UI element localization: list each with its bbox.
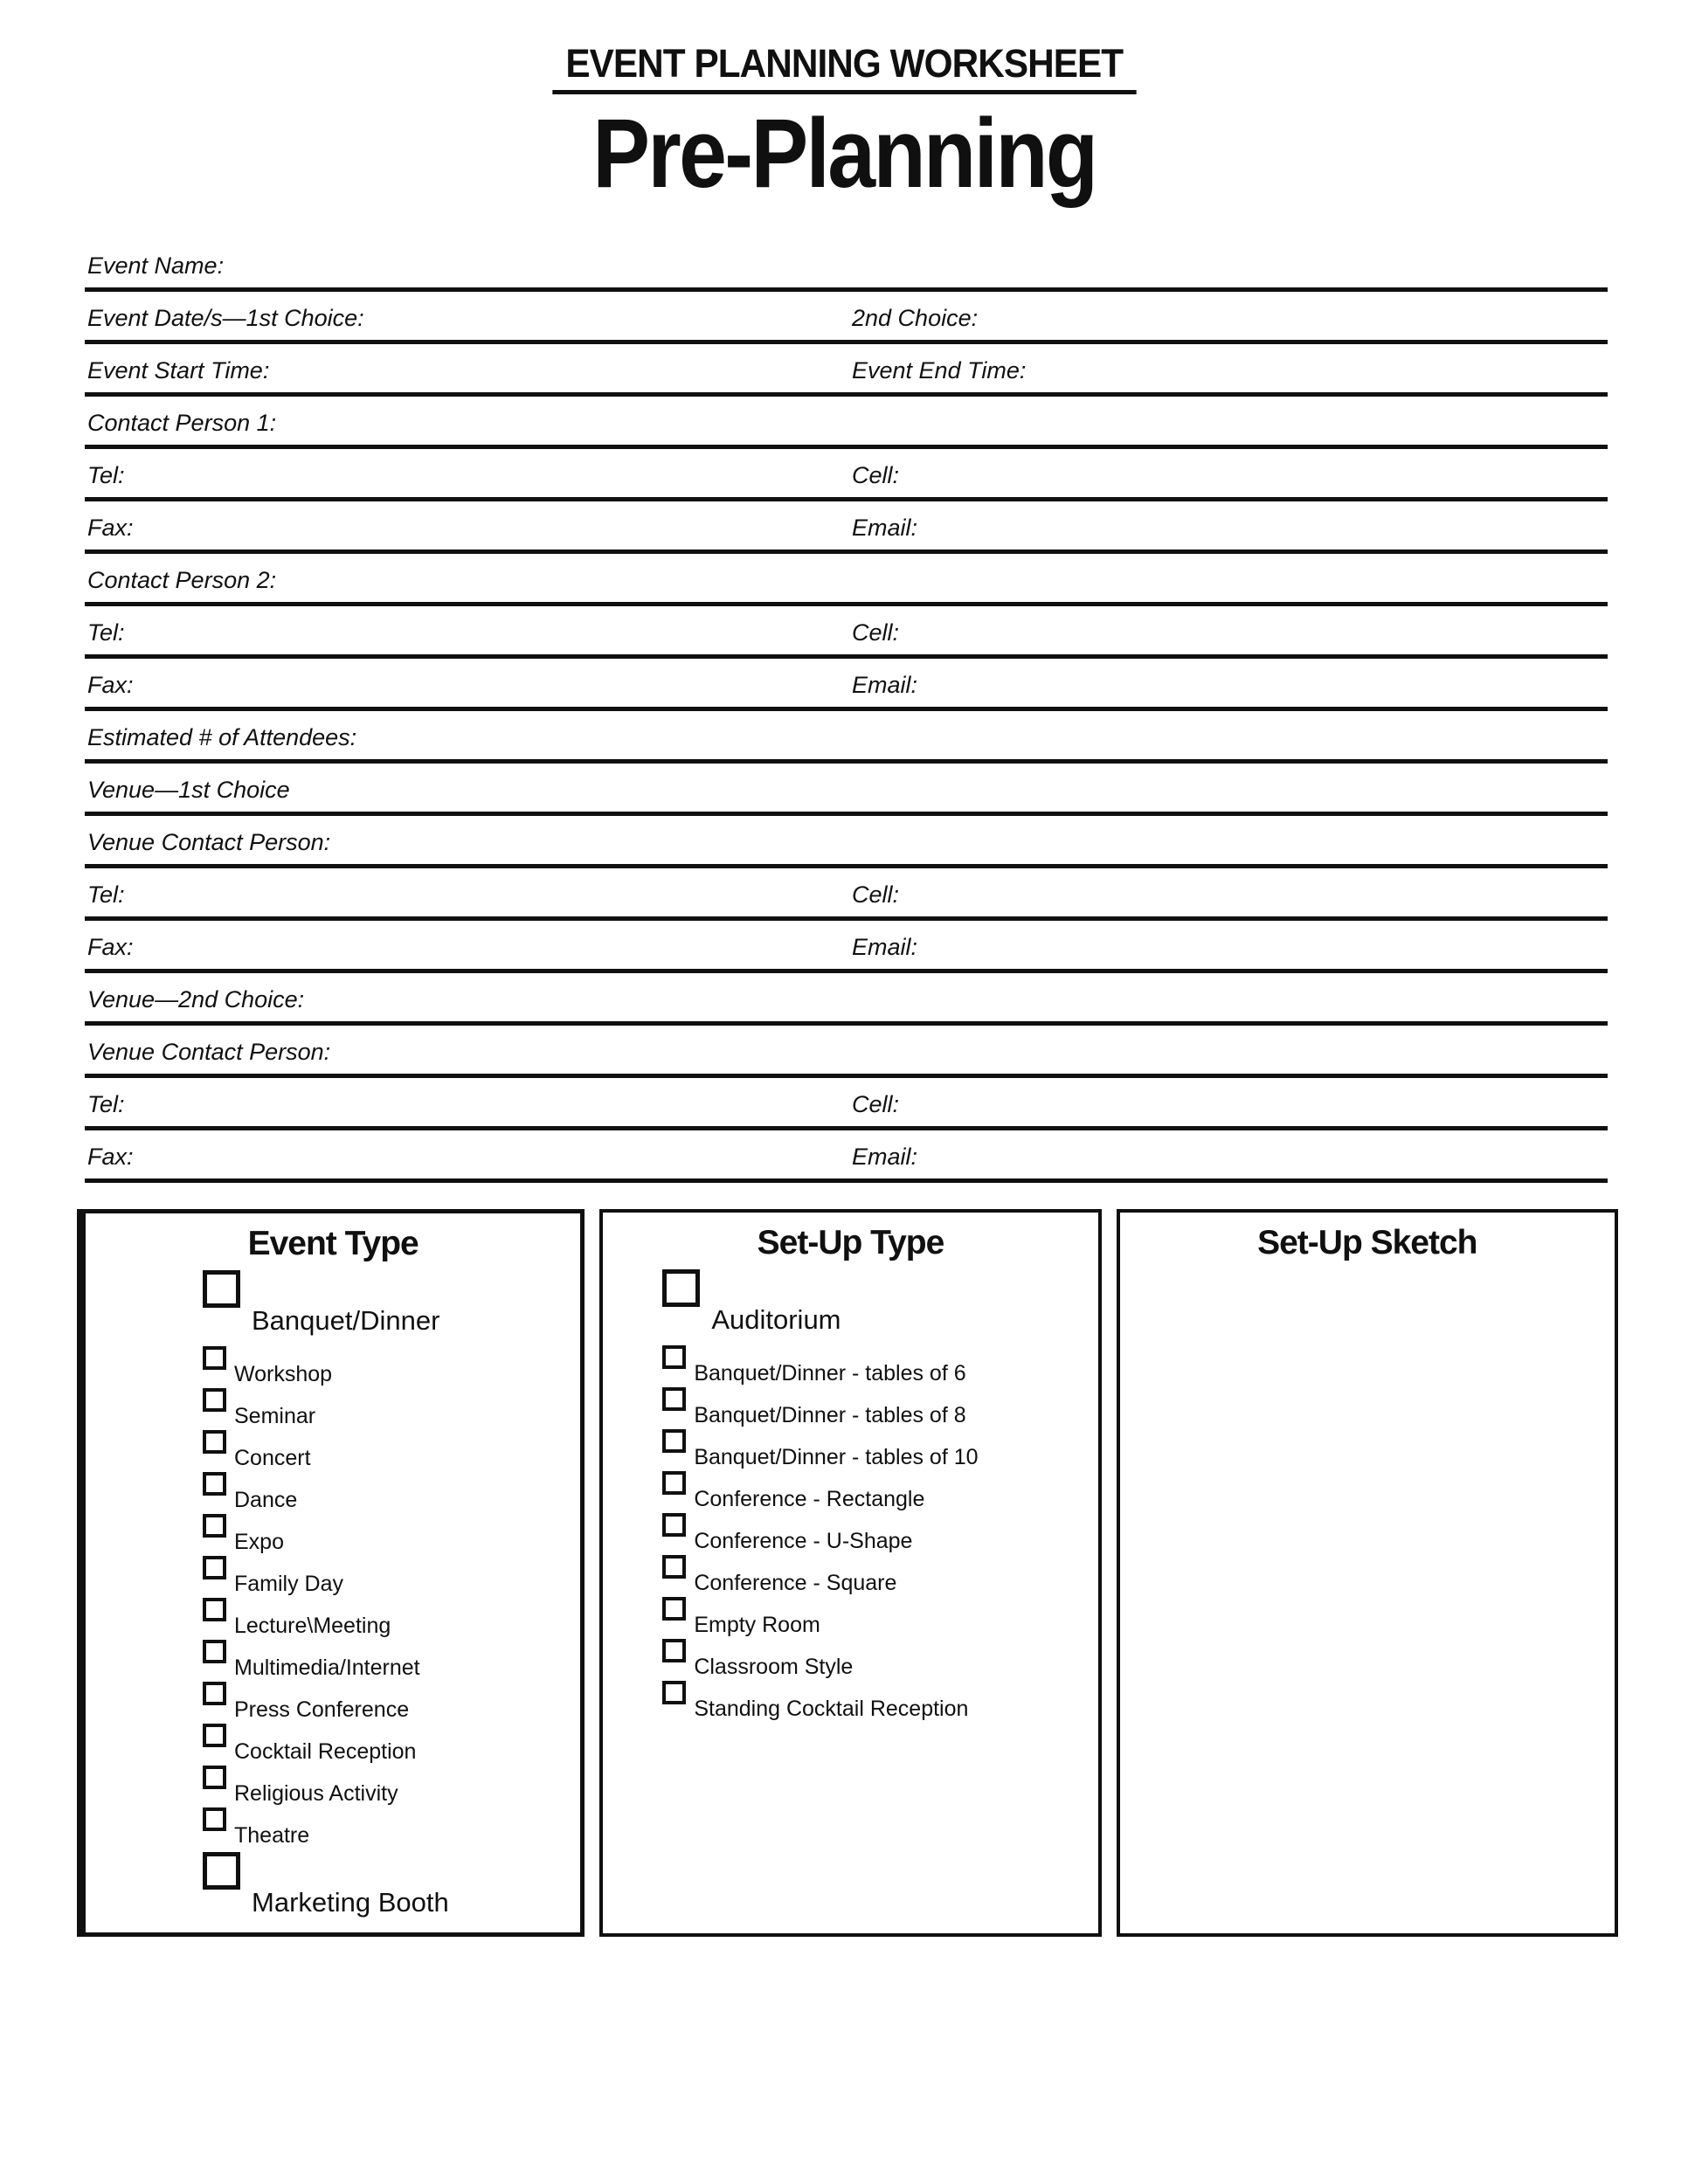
field-label: Fax: bbox=[87, 515, 134, 542]
form-row-12 bbox=[85, 816, 1608, 868]
checkbox-label: Workshop bbox=[234, 1362, 333, 1387]
check-item-standing-cocktail-reception bbox=[662, 1681, 1097, 1721]
fill-in-area[interactable] bbox=[370, 292, 849, 340]
fill-in-area[interactable] bbox=[309, 973, 1608, 1021]
check-item-conference-rectangle bbox=[662, 1471, 1097, 1511]
checkbox-standing-cocktail-reception[interactable] bbox=[662, 1681, 686, 1704]
field-label: Tel: bbox=[87, 462, 125, 489]
form-row-left-cell bbox=[85, 554, 1608, 602]
checkbox-cocktail-reception[interactable] bbox=[203, 1724, 226, 1747]
form-row-1 bbox=[85, 239, 1608, 292]
form-row-5 bbox=[85, 449, 1608, 501]
checkbox-list bbox=[1120, 1269, 1615, 1872]
checkbox-empty-room[interactable] bbox=[662, 1597, 686, 1621]
form-row-15 bbox=[85, 973, 1608, 1026]
check-item-seminar bbox=[203, 1388, 580, 1428]
checkbox-concert[interactable] bbox=[203, 1430, 226, 1454]
checkbox-label: Conference - Rectangle bbox=[694, 1487, 925, 1512]
field-label: 2nd Choice: bbox=[852, 305, 979, 332]
checkbox-list bbox=[86, 1270, 580, 1918]
checkbox-label: Religious Activity bbox=[234, 1781, 398, 1807]
fill-in-area[interactable] bbox=[281, 397, 1608, 445]
checkbox-label: Banquet/Dinner - tables of 6 bbox=[694, 1361, 966, 1386]
field-label: Cell: bbox=[852, 881, 900, 909]
checkbox-conference-square[interactable] bbox=[662, 1555, 686, 1579]
field-label: Email: bbox=[852, 1144, 918, 1171]
checkbox-label: Standing Cocktail Reception bbox=[694, 1697, 969, 1722]
page-title-wrap bbox=[0, 98, 1688, 211]
check-item-banquet-dinner bbox=[203, 1270, 580, 1336]
form-row-left-cell bbox=[85, 292, 849, 340]
form-row-left-cell bbox=[85, 659, 849, 707]
check-item-conference-u-shape bbox=[662, 1513, 1097, 1553]
form-row-7 bbox=[85, 554, 1608, 606]
field-label: Cell: bbox=[852, 1091, 900, 1118]
fill-in-area[interactable] bbox=[295, 764, 1608, 812]
fill-in-area[interactable] bbox=[139, 659, 849, 707]
checkbox-press-conference[interactable] bbox=[203, 1682, 226, 1705]
field-label: Venue—1st Choice bbox=[87, 777, 290, 804]
checkbox-religious-activity[interactable] bbox=[203, 1766, 226, 1789]
checkbox-banquet-dinner-tables-of-8[interactable] bbox=[662, 1387, 686, 1411]
field-label: Email: bbox=[852, 934, 918, 961]
panel-set-up-type bbox=[599, 1209, 1101, 1937]
fill-in-area[interactable] bbox=[139, 1130, 849, 1178]
form-row-6 bbox=[85, 501, 1608, 554]
field-label: Event Date/s—1st Choice: bbox=[87, 305, 364, 332]
form-row-left-cell bbox=[85, 816, 1608, 864]
check-item-religious-activity bbox=[203, 1766, 580, 1806]
form-row-right-cell bbox=[849, 868, 1608, 916]
form-row-left-cell bbox=[85, 344, 849, 392]
fill-in-area[interactable] bbox=[923, 659, 1608, 707]
checkbox-label: Marketing Booth bbox=[252, 1887, 449, 1918]
checkbox-label: Empty Room bbox=[694, 1613, 820, 1638]
fill-in-area[interactable] bbox=[904, 449, 1608, 497]
checklist-panels bbox=[77, 1209, 1618, 1937]
form-row-left-cell bbox=[85, 1130, 849, 1178]
check-item-workshop bbox=[203, 1346, 580, 1386]
checkbox-label: Family Day bbox=[234, 1572, 344, 1597]
checkbox-label: Banquet/Dinner bbox=[252, 1305, 440, 1337]
check-item-theatre bbox=[203, 1807, 580, 1848]
form-row-left-cell bbox=[85, 868, 849, 916]
checkbox-family-day[interactable] bbox=[203, 1556, 226, 1579]
fill-in-area[interactable] bbox=[923, 921, 1608, 969]
field-label: Event Name: bbox=[87, 252, 225, 280]
worksheet-header bbox=[0, 0, 1688, 210]
check-item-concert bbox=[203, 1430, 580, 1470]
form-row-right-cell bbox=[849, 921, 1608, 969]
form-row-18 bbox=[85, 1130, 1608, 1183]
checkbox-label: Expo bbox=[234, 1530, 284, 1555]
field-label: Cell: bbox=[852, 619, 900, 646]
checkbox-label: Conference - Square bbox=[694, 1571, 897, 1596]
checkbox-label: Seminar bbox=[234, 1404, 316, 1429]
form-row-left-cell bbox=[85, 239, 1608, 287]
checkbox-label: Auditorium bbox=[711, 1304, 841, 1336]
fill-in-area[interactable] bbox=[130, 1078, 849, 1126]
check-item-auditorium bbox=[662, 1269, 1097, 1335]
checkbox-banquet-dinner[interactable] bbox=[203, 1270, 240, 1308]
field-label: Contact Person 1: bbox=[87, 410, 277, 437]
panel-title: Event Type bbox=[247, 1225, 419, 1263]
form-row-16 bbox=[85, 1026, 1608, 1078]
fill-in-area[interactable] bbox=[904, 606, 1608, 654]
check-item-multimedia-internet bbox=[203, 1640, 580, 1680]
check-item-classroom-style bbox=[662, 1639, 1097, 1679]
checkbox-conference-rectangle[interactable] bbox=[662, 1471, 686, 1495]
field-label: Tel: bbox=[87, 881, 125, 909]
check-item-marketing-booth bbox=[203, 1852, 580, 1918]
checkbox-banquet-dinner-tables-of-6[interactable] bbox=[662, 1345, 686, 1369]
worksheet-title: EVENT PLANNING WORKSHEET bbox=[552, 42, 1136, 94]
fill-in-area[interactable] bbox=[139, 501, 849, 549]
checkbox-label: Banquet/Dinner - tables of 10 bbox=[694, 1445, 979, 1470]
panel-set-up-sketch bbox=[1117, 1209, 1618, 1937]
fill-in-area[interactable] bbox=[904, 1078, 1608, 1126]
form-row-14 bbox=[85, 921, 1608, 973]
field-label: Venue—2nd Choice: bbox=[87, 986, 305, 1013]
field-label: Email: bbox=[852, 672, 918, 699]
checkbox-label: Banquet/Dinner - tables of 8 bbox=[694, 1403, 966, 1428]
field-label: Fax: bbox=[87, 1144, 134, 1171]
fill-in-area[interactable] bbox=[130, 449, 849, 497]
checkbox-dance[interactable] bbox=[203, 1472, 226, 1496]
form-row-left-cell bbox=[85, 973, 1608, 1021]
form-row-left-cell bbox=[85, 449, 849, 497]
checkbox-conference-u-shape[interactable] bbox=[662, 1513, 686, 1537]
fill-in-area[interactable] bbox=[336, 816, 1608, 864]
checkbox-label: Dance bbox=[234, 1488, 298, 1513]
form-row-right-cell bbox=[849, 449, 1608, 497]
form-row-left-cell bbox=[85, 606, 849, 654]
field-label: Email: bbox=[852, 515, 918, 542]
form-row-right-cell bbox=[849, 606, 1608, 654]
form-row-13 bbox=[85, 868, 1608, 921]
form-row-9 bbox=[85, 659, 1608, 711]
fill-in-area[interactable] bbox=[130, 868, 849, 916]
check-item-banquet-dinner-tables-of-8 bbox=[662, 1387, 1097, 1427]
field-label: Contact Person 2: bbox=[87, 567, 277, 594]
form-row-10 bbox=[85, 711, 1608, 764]
form-row-left-cell bbox=[85, 764, 1608, 812]
checkbox-auditorium[interactable] bbox=[662, 1269, 700, 1307]
form-row-4 bbox=[85, 397, 1608, 449]
checkbox-label: Cocktail Reception bbox=[234, 1739, 417, 1765]
form-row-left-cell bbox=[85, 397, 1608, 445]
checkbox-label: Classroom Style bbox=[694, 1655, 854, 1680]
sketch-area[interactable] bbox=[1120, 1269, 1615, 1872]
checkbox-seminar[interactable] bbox=[203, 1388, 226, 1412]
field-label: Tel: bbox=[87, 619, 125, 646]
check-item-family-day bbox=[203, 1556, 580, 1596]
check-item-cocktail-reception bbox=[203, 1724, 580, 1764]
field-label: Fax: bbox=[87, 672, 134, 699]
checkbox-workshop[interactable] bbox=[203, 1346, 226, 1370]
form-row-left-cell bbox=[85, 501, 849, 549]
page-title: Pre-Planning bbox=[591, 98, 1097, 208]
form-row-3 bbox=[85, 344, 1608, 397]
checkbox-label: Lecture\Meeting bbox=[234, 1614, 391, 1639]
pre-planning-form bbox=[85, 239, 1608, 1183]
form-row-left-cell bbox=[85, 1026, 1608, 1074]
checkbox-marketing-booth[interactable] bbox=[203, 1852, 240, 1890]
form-row-right-cell bbox=[849, 501, 1608, 549]
form-row-right-cell bbox=[849, 292, 1608, 340]
field-label: Fax: bbox=[87, 934, 134, 961]
fill-in-area[interactable] bbox=[229, 239, 1608, 287]
checkbox-label: Conference - U-Shape bbox=[694, 1529, 913, 1554]
form-row-right-cell bbox=[849, 344, 1608, 392]
fill-in-area[interactable] bbox=[130, 606, 849, 654]
fill-in-area[interactable] bbox=[1031, 344, 1608, 392]
fill-in-area[interactable] bbox=[336, 1026, 1608, 1074]
panel-event-type bbox=[77, 1209, 585, 1937]
fill-in-area[interactable] bbox=[983, 292, 1608, 340]
form-row-2 bbox=[85, 292, 1608, 344]
check-item-empty-room bbox=[662, 1597, 1097, 1637]
fill-in-area[interactable] bbox=[923, 501, 1608, 549]
form-row-right-cell bbox=[849, 1130, 1608, 1178]
checkbox-lecture-meeting[interactable] bbox=[203, 1598, 226, 1621]
form-row-left-cell bbox=[85, 921, 849, 969]
fill-in-area[interactable] bbox=[281, 554, 1608, 602]
check-item-lecture-meeting bbox=[203, 1598, 580, 1638]
check-item-expo bbox=[203, 1514, 580, 1554]
panel-title: Set-Up Type bbox=[757, 1224, 944, 1262]
check-item-banquet-dinner-tables-of-10 bbox=[662, 1429, 1097, 1469]
form-row-right-cell bbox=[849, 1078, 1608, 1126]
check-item-dance bbox=[203, 1472, 580, 1512]
fill-in-area[interactable] bbox=[274, 344, 849, 392]
checkbox-banquet-dinner-tables-of-10[interactable] bbox=[662, 1429, 686, 1453]
checkbox-classroom-style[interactable] bbox=[662, 1639, 686, 1662]
field-label: Estimated # of Attendees: bbox=[87, 724, 357, 751]
checkbox-label: Multimedia/Internet bbox=[234, 1655, 420, 1681]
checkbox-label: Theatre bbox=[234, 1823, 310, 1849]
form-row-17 bbox=[85, 1078, 1608, 1130]
checkbox-label: Concert bbox=[234, 1446, 311, 1471]
field-label: Tel: bbox=[87, 1091, 125, 1118]
fill-in-area[interactable] bbox=[139, 921, 849, 969]
checkbox-expo[interactable] bbox=[203, 1514, 226, 1538]
form-row-8 bbox=[85, 606, 1608, 659]
fill-in-area[interactable] bbox=[923, 1130, 1608, 1178]
panel-title: Set-Up Sketch bbox=[1257, 1224, 1477, 1262]
form-row-left-cell bbox=[85, 711, 1608, 759]
field-label: Event Start Time: bbox=[87, 357, 270, 384]
checkbox-theatre[interactable] bbox=[203, 1807, 226, 1831]
check-item-conference-square bbox=[662, 1555, 1097, 1595]
field-label: Venue Contact Person: bbox=[87, 1039, 331, 1066]
form-row-11 bbox=[85, 764, 1608, 816]
form-row-left-cell bbox=[85, 1078, 849, 1126]
fill-in-area[interactable] bbox=[904, 868, 1608, 916]
checkbox-multimedia-internet[interactable] bbox=[203, 1640, 226, 1663]
fill-in-area[interactable] bbox=[362, 711, 1608, 759]
checkbox-list bbox=[603, 1269, 1097, 1721]
form-row-right-cell bbox=[849, 659, 1608, 707]
field-label: Event End Time: bbox=[852, 357, 1027, 384]
check-item-banquet-dinner-tables-of-6 bbox=[662, 1345, 1097, 1386]
checkbox-label: Press Conference bbox=[234, 1697, 410, 1723]
field-label: Venue Contact Person: bbox=[87, 829, 331, 856]
field-label: Cell: bbox=[852, 462, 900, 489]
check-item-press-conference bbox=[203, 1682, 580, 1722]
